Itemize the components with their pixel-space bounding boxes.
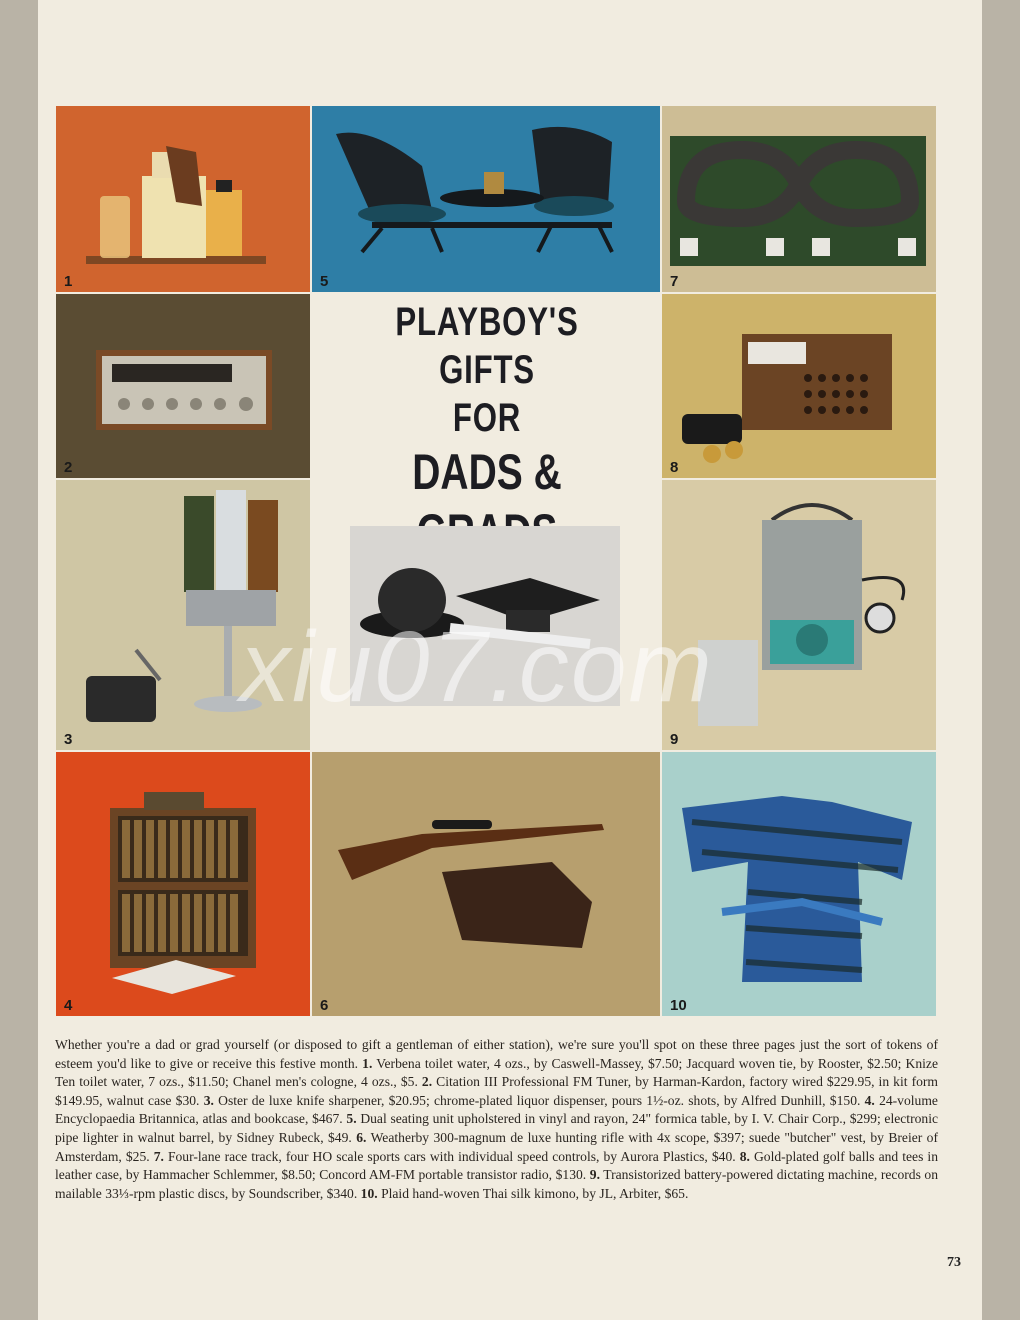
caption-paragraph bbox=[55, 1036, 938, 1203]
title-line-3: FOR bbox=[452, 396, 522, 440]
feature-title bbox=[312, 298, 662, 562]
photo-6-rifle bbox=[312, 752, 660, 1016]
rifle-illustration bbox=[312, 752, 660, 1016]
tile-number: 2 bbox=[64, 459, 73, 476]
title-line-2: GIFTS bbox=[439, 348, 535, 392]
caption-item: 6. Weatherby 300-magnum de luxe hunting rifle with 4x scope, $397; suede "butcher" vest, by Breier of Amsterdam, $25. bbox=[55, 1129, 939, 1164]
caption-item: 1. Verbena toilet water, 4 ozs., by Caswell-Massey, $7.50; Jacquard woven tie, by Rooster, $2.50; Knize Ten toilet water, 7 ozs., $11.50; Chanel men's cologne, 4 ozs., $5. bbox=[55, 1055, 939, 1090]
tile-number: 3 bbox=[64, 731, 73, 748]
caption-item: 5. Dual seating unit upholstered in vinyl and rayon, 24" formica table, by I. V. Chair Corp., $299; electronic pipe lighter in walnut barrel, by Sidney Rubeck, $49. bbox=[55, 1111, 939, 1145]
caption-intro: Whether you're a dad or grad yourself (or disposed to gift a gentleman of either station), we're sure you'll spot on these three pages just the sort of tokens of esteem you'd like to give or receive this festive month. bbox=[55, 1037, 938, 1071]
caption-item: 4. 24-volume Encyclopaedia Britannica, atlas and bookcase, $467. bbox=[55, 1092, 938, 1127]
caption-item: 2. Citation III Professional FM Tuner, by Harman-Kardon, factory wired $229.95, in kit form $149.95, walnut case $30. bbox=[55, 1074, 939, 1108]
photo-7-race-track bbox=[662, 106, 936, 292]
radio-illustration bbox=[662, 294, 936, 478]
caption-item: 8. Gold-plated golf balls and tees in leather case, by Hammacher Schlemmer, $8.50; Concord AM-FM portable transistor radio, $130. bbox=[55, 1148, 938, 1183]
toiletries-illustration bbox=[56, 106, 310, 292]
title-line-1: PLAYBOY'S bbox=[395, 300, 579, 344]
caption-item: 9. Transistorized battery-powered dictating machine, records on mailable 33⅓-rpm plastic discs, by Soundscriber, $340. bbox=[55, 1167, 939, 1201]
caption-item: 10. Plaid hand-woven Thai silk kimono, by JL, Arbiter, $65. bbox=[360, 1185, 689, 1201]
tile-number: 5 bbox=[320, 273, 329, 290]
watermark: xiu07.com bbox=[240, 611, 714, 723]
race-track-illustration bbox=[662, 106, 936, 292]
tile-number: 8 bbox=[670, 459, 679, 476]
tuner-illustration bbox=[56, 294, 310, 478]
photo-1-toiletries bbox=[56, 106, 310, 292]
photo-4-encyclopaedia bbox=[56, 752, 310, 1016]
photo-2-fm-tuner bbox=[56, 294, 310, 478]
tile-number: 7 bbox=[670, 273, 679, 290]
photo-10-kimono bbox=[662, 752, 936, 1016]
tile-number: 6 bbox=[320, 997, 329, 1014]
tile-number: 9 bbox=[670, 731, 679, 748]
photo-8-radio-golf bbox=[662, 294, 936, 478]
encyclopaedia-illustration bbox=[56, 752, 310, 1016]
tile-number: 1 bbox=[64, 273, 73, 290]
caption-item: 7. Four-lane race track, four HO scale sports cars with individual speed controls, by Aurora Plastics, $40. bbox=[153, 1148, 736, 1164]
seating-illustration bbox=[312, 106, 660, 292]
tile-number: 4 bbox=[64, 997, 73, 1014]
photo-5-seating-unit bbox=[312, 106, 660, 292]
page-number: 73 bbox=[947, 1255, 961, 1270]
title-line-4: DADS & bbox=[412, 444, 562, 500]
kimono-illustration bbox=[662, 752, 936, 1016]
caption-item: 3. Oster de luxe knife sharpener, $20.95; chrome-plated liquor dispenser, pours 1½-oz. shots, by Alfred Dunhill, $150. bbox=[203, 1092, 861, 1108]
tile-number: 10 bbox=[670, 997, 687, 1014]
